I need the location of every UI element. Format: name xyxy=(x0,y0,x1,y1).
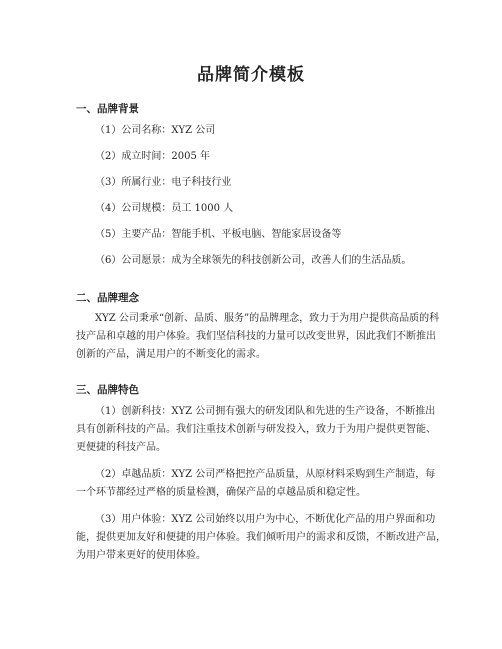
document-title: 品牌简介模板 xyxy=(197,65,305,85)
background-item: （4）公司规模：员工 1000 人 xyxy=(95,203,234,214)
background-item: （5）主要产品：智能手机、平板电脑、智能家居设备等 xyxy=(95,229,342,240)
background-item: （2）成立时间：2005 年 xyxy=(95,151,210,162)
features-line: （3）用户体验：XYZ 公司始终以用户为中心，不断优化产品的用户界面和功 xyxy=(95,514,436,525)
section-heading-features: 三、品牌特色 xyxy=(76,384,139,396)
features-line: 具有创新科技的产品。我们注重技术创新与研发投入，致力于为用户提供更智能、 xyxy=(76,424,436,435)
background-item: （1）公司名称：XYZ 公司 xyxy=(95,125,216,136)
section-heading-background: 一、品牌背景 xyxy=(76,103,139,115)
features-line: （1）创新科技：XYZ 公司拥有强大的研发团队和先进的生产设备，不断推出 xyxy=(95,406,436,417)
philosophy-line: 创新的产品，满足用户的不断变化的需求。 xyxy=(76,349,266,360)
features-line: 能，提供更加友好和便捷的用户体验。我们倾听用户的需求和反馈，不断改进产品， xyxy=(76,532,446,543)
philosophy-line: XYZ 公司秉承“创新、品质、服务”的品牌理念，致力于为用户提供高品质的科 xyxy=(95,313,440,324)
section-heading-philosophy: 二、品牌理念 xyxy=(76,292,139,304)
features-line: 为用户带来更好的使用体验。 xyxy=(76,550,206,561)
background-item: （6）公司愿景：成为全球领先的科技创新公司，改善人们的生活品质。 xyxy=(95,255,412,266)
philosophy-line: 技产品和卓越的用户体验。我们坚信科技的力量可以改变世界，因此我们不断推出 xyxy=(76,331,436,342)
features-line: 一个环节都经过严格的质量检测，确保产品的卓越品质和稳定性。 xyxy=(76,487,366,498)
features-line: 更便捷的科技产品。 xyxy=(76,442,166,453)
background-item: （3）所属行业：电子科技行业 xyxy=(95,177,232,188)
features-line: （2）卓越品质：XYZ 公司严格把控产品质量，从原材料采购到生产制造，每 xyxy=(95,469,436,480)
